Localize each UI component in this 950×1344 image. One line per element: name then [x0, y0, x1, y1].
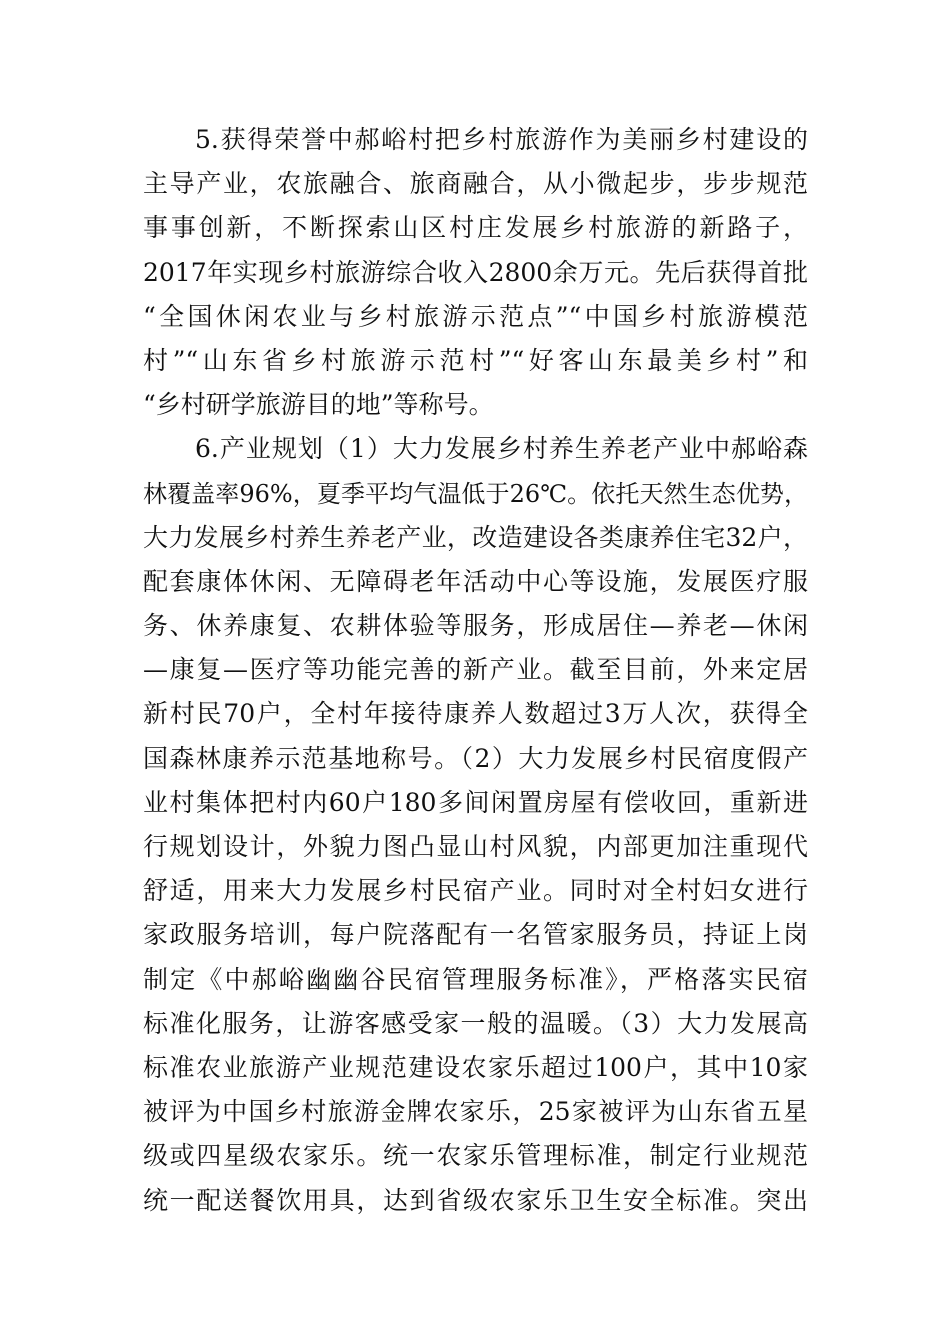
paragraph-6-line: 家政服务培训，每户院落配有一名管家服务员，持证上岗: [143, 920, 808, 950]
paragraph-5-line: 村”“山东省乡村旅游示范村”“好客山东最美乡村”和: [143, 345, 808, 375]
body-text: [143, 118, 808, 1223]
paragraph-6-line: 新村民70户，全村年接待康养人数超过3万人次，获得全: [143, 699, 808, 729]
paragraph-5-line: 2017年实现乡村旅游综合收入2800余万元。先后获得首批: [143, 257, 808, 287]
paragraph-6-line: 被评为中国乡村旅游金牌农家乐，25家被评为山东省五星: [143, 1097, 808, 1127]
paragraph-5-line: “乡村研学旅游目的地”等称号。: [143, 390, 494, 420]
paragraph-6-line: 务、休养康复、农耕体验等服务，形成居住—养老—休闲: [143, 611, 808, 641]
paragraph-6-line: 6.产业规划（1）大力发展乡村养生养老产业中郝峪森: [195, 434, 808, 464]
paragraph-5-line: 5.获得荣誉中郝峪村把乡村旅游作为美丽乡村建设的: [195, 125, 808, 154]
paragraph-5-line: 事事创新，不断探索山区村庄发展乡村旅游的新路子，: [143, 213, 808, 243]
paragraph-6-line: 标准农业旅游产业规范建设农家乐超过100户，其中10家: [143, 1052, 808, 1082]
paragraph-6-line: 行规划设计，外貌力图凸显山村风貌，内部更加注重现代: [143, 832, 808, 861]
paragraph-6-line: —康复—医疗等功能完善的新产业。截至目前，外来定居: [143, 655, 808, 685]
paragraph-6-line: 制定《中郝峪幽幽谷民宿管理服务标准》，严格落实民宿: [143, 964, 808, 994]
paragraph-6-line: 国森林康养示范基地称号。（2）大力发展乡村民宿度假产: [143, 743, 808, 773]
paragraph-6-line: 舒适，用来大力发展乡村民宿产业。同时对全村妇女进行: [143, 876, 808, 906]
paragraph-6-line: 配套康体休闲、无障碍老年活动中心等设施，发展医疗服: [143, 566, 808, 596]
paragraph-6-line: 大力发展乡村养生养老产业，改造建设各类康养住宅32户，: [143, 522, 808, 552]
paragraph-5-line: 主导产业，农旅融合、旅商融合，从小微起步，步步规范: [143, 169, 808, 199]
paragraph-5-line: “全国休闲农业与乡村旅游示范点”“中国乡村旅游模范: [143, 301, 808, 331]
paragraph-6-line: 标准化服务，让游客感受家一般的温暖。（3）大力发展高: [143, 1008, 808, 1038]
paragraph-6-line: 林覆盖率96%，夏季平均气温低于26℃。依托天然生态优势，: [143, 479, 808, 508]
paragraph-6-line: 级或四星级农家乐。统一农家乐管理标准，制定行业规范: [143, 1141, 808, 1171]
paragraph-6-line: 统一配送餐饮用具，达到省级农家乐卫生安全标准。突出: [143, 1185, 808, 1215]
paragraph-6-line: 业村集体把村内60户180多间闲置房屋有偿收回，重新进: [143, 787, 808, 817]
